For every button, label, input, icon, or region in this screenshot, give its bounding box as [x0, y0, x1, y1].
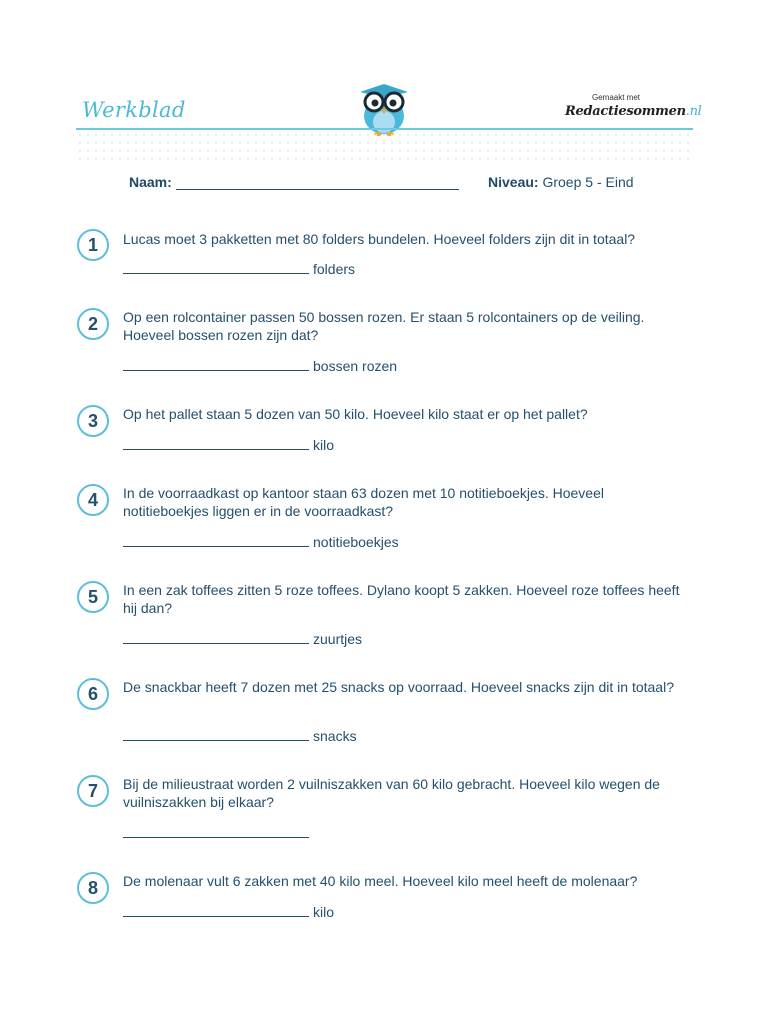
question-number: 6	[77, 678, 109, 710]
name-field	[129, 174, 459, 190]
answer-unit: notitieboekjes	[313, 534, 399, 550]
question-number: 4	[77, 484, 109, 516]
answer-unit: zuurtjes	[313, 631, 363, 647]
site-logo	[565, 104, 702, 119]
question-text: Op het pallet staan 5 dozen van 50 kilo. Hoeveel kilo staat er op het pallet?	[123, 406, 588, 422]
answer-blank[interactable]	[123, 437, 309, 450]
question-number: 5	[77, 581, 109, 613]
question-text: De snackbar heeft 7 dozen met 25 snacks op voorraad. Hoeveel snacks zijn dit in totaal?	[123, 679, 674, 695]
name-label: Naam:	[129, 174, 172, 190]
question-text: De molenaar vult 6 zakken met 40 kilo meel. Hoeveel kilo meel heeft de molenaar?	[123, 873, 638, 889]
answer-blank[interactable]	[123, 631, 309, 644]
question-number: 8	[77, 872, 109, 904]
answer-unit: kilo	[313, 904, 335, 920]
answer-line	[123, 534, 399, 550]
level-info	[488, 174, 634, 190]
answer-unit: folders	[313, 261, 356, 277]
question-text: In een zak toffees zitten 5 roze toffees. Dylano koopt 5 zakken. Hoeveel roze toffees heeft hij dan?	[123, 582, 680, 616]
answer-line	[123, 261, 355, 277]
question-number: 3	[77, 405, 109, 437]
question-number: 7	[77, 775, 109, 807]
level-value: Groep 5 - Eind	[542, 174, 634, 190]
answer-line	[123, 358, 397, 374]
question-text: Lucas moet 3 pakketten met 80 folders bundelen. Hoeveel folders zijn dit in totaal?	[123, 231, 636, 247]
site-logo-main: Redactiesommen	[565, 104, 686, 119]
answer-blank[interactable]	[123, 358, 309, 371]
answer-blank[interactable]	[123, 728, 309, 741]
answer-line	[123, 631, 362, 647]
question-text: Op een rolcontainer passen 50 bossen rozen. Er staan 5 rolcontainers op de veiling. Hoeveel bossen rozen zijn dat?	[123, 309, 645, 343]
answer-line	[123, 728, 357, 744]
answer-blank[interactable]	[123, 904, 309, 917]
answer-unit: kilo	[313, 437, 335, 453]
question-number: 1	[77, 229, 109, 261]
answer-unit: snacks	[313, 728, 357, 744]
site-logo-tld: .nl	[685, 104, 702, 119]
worksheet-title: Werkblad	[82, 98, 186, 122]
answer-line	[123, 904, 334, 920]
question-text: In de voorraadkast op kantoor staan 63 dozen met 10 notitieboekjes. Hoeveel notitieboekjes liggen er in de voorraadkast?	[123, 485, 604, 519]
answer-blank[interactable]	[123, 825, 309, 838]
answer-blank[interactable]	[123, 261, 309, 274]
question-number: 2	[77, 308, 109, 340]
answer-line	[123, 437, 334, 453]
header-pattern	[76, 131, 693, 165]
level-label: Niveau:	[488, 174, 539, 190]
question-text: Bij de milieustraat worden 2 vuilniszakken van 60 kilo gebracht. Hoeveel kilo wegen de vuilniszakken bij elkaar?	[123, 776, 660, 810]
answer-unit: bossen rozen	[313, 358, 398, 374]
answer-line	[123, 825, 313, 841]
name-input-line[interactable]	[176, 176, 459, 190]
made-with-label: Gemaakt met	[592, 93, 641, 102]
header-divider	[76, 128, 693, 130]
answer-blank[interactable]	[123, 534, 309, 547]
